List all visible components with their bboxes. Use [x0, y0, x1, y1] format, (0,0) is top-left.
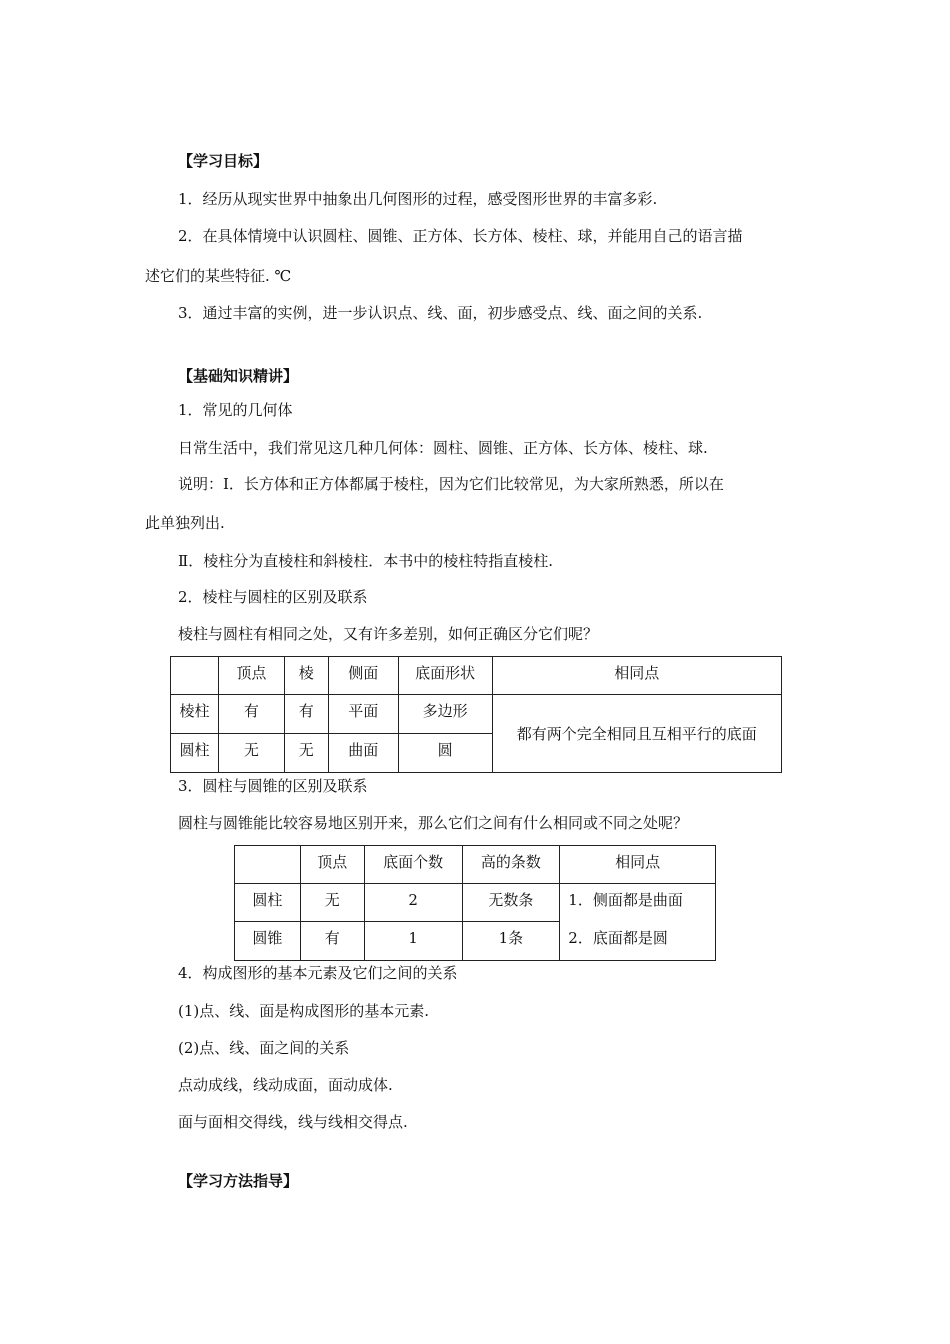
table-cell: 有 [218, 695, 284, 734]
basics-p1-text: 日常生活中，我们常见这几种几何体：圆柱、圆锥、正方体、长方体、棱柱、球. [178, 439, 708, 457]
table-cell: 曲面 [328, 734, 398, 773]
table-cell: 圆 [398, 734, 492, 773]
table-cell: 多边形 [398, 695, 492, 734]
table-cell: 无 [300, 884, 364, 922]
methods-heading: 【学习方法指导】 [178, 1172, 299, 1190]
table-header-cell: 底面个数 [364, 846, 462, 884]
cylinder-cone-table [234, 845, 716, 961]
table-cell: 2 [364, 884, 462, 922]
table-cell: 有 [300, 922, 364, 961]
table-cell: 无 [218, 734, 284, 773]
table-header-cell: 相同点 [560, 846, 716, 884]
common-line-2: 2．底面都是圆 [568, 929, 668, 947]
basics-p2-text: 棱柱与圆柱有相同之处，又有许多差别，如何正确区分它们呢？ [178, 625, 599, 643]
table-cell: 圆锥 [235, 922, 301, 961]
basics-p1-note-b: 此单独列出. [145, 514, 225, 532]
table-header-cell: 底面形状 [398, 657, 492, 695]
table-cell: 圆柱 [171, 734, 219, 773]
table-cell: 平面 [328, 695, 398, 734]
table-header-cell: 高的条数 [462, 846, 560, 884]
table-common-cell: 都有两个完全相同且互相平行的底面 [492, 695, 781, 773]
basics-p1-title: 1．常见的几何体 [178, 401, 293, 419]
table-header-cell [171, 657, 219, 695]
table-common-cell [560, 884, 716, 961]
basics-p3-text: 圆柱与圆锥能比较容易地区别开来，那么它们之间有什么相同或不同之处呢？ [178, 814, 689, 832]
basics-p2-title: 2．棱柱与圆柱的区别及联系 [178, 588, 368, 606]
table-header-cell: 相同点 [492, 657, 781, 695]
basics-p4-b: (2)点、线、面之间的关系 [178, 1039, 350, 1057]
basics-p4-d: 面与面相交得线，线与线相交得点. [178, 1113, 408, 1131]
goal-item-3: 3．通过丰富的实例，进一步认识点、线、面，初步感受点、线、面之间的关系. [178, 304, 703, 322]
table-header-cell [235, 846, 301, 884]
goal-item-2: 2．在具体情境中认识圆柱、圆锥、正方体、长方体、棱柱、球，并能用自己的语言描 [178, 227, 743, 245]
table-header-cell: 侧面 [328, 657, 398, 695]
table-cell: 1条 [462, 922, 560, 961]
goals-heading: 【学习目标】 [178, 152, 269, 170]
basics-heading: 【基础知识精讲】 [178, 367, 299, 385]
basics-p1-note-c: Ⅱ．棱柱分为直棱柱和斜棱柱．本书中的棱柱特指直棱柱. [178, 552, 553, 570]
common-line-1: 1．侧面都是曲面 [568, 891, 683, 909]
table-row [171, 657, 782, 695]
table-row [235, 884, 716, 922]
goal-item-1: 1．经历从现实世界中抽象出几何图形的过程，感受图形世界的丰富多彩. [178, 190, 658, 208]
table-cell: 有 [284, 695, 328, 734]
prism-cylinder-table [170, 656, 782, 773]
table-cell: 圆柱 [235, 884, 301, 922]
basics-p4-title: 4．构成图形的基本元素及它们之间的关系 [178, 964, 458, 982]
table-cell: 无 [284, 734, 328, 773]
table-cell: 棱柱 [171, 695, 219, 734]
basics-p4-c: 点动成线，线动成面，面动成体. [178, 1076, 393, 1094]
table-header-cell: 棱 [284, 657, 328, 695]
table-cell: 无数条 [462, 884, 560, 922]
basics-p3-title: 3．圆柱与圆锥的区别及联系 [178, 777, 368, 795]
table-row [235, 846, 716, 884]
basics-p4-a: (1)点、线、面是构成图形的基本元素. [178, 1002, 430, 1020]
table-row [171, 695, 782, 734]
basics-p1-note-a: 说明：Ⅰ．长方体和正方体都属于棱柱，因为它们比较常见，为大家所熟悉，所以在 [178, 475, 724, 493]
goal-item-2-cont: 述它们的某些特征. ℃ [145, 267, 292, 285]
table-header-cell: 顶点 [300, 846, 364, 884]
table-header-cell: 顶点 [218, 657, 284, 695]
table-cell: 1 [364, 922, 462, 961]
